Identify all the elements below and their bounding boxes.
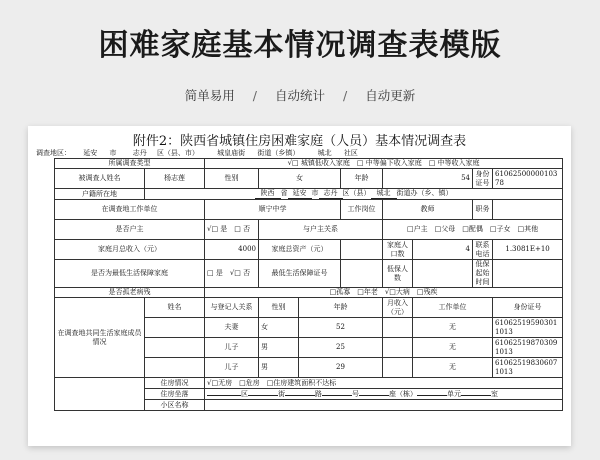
table-row — [55, 189, 563, 200]
table-row — [55, 240, 563, 260]
table-row — [55, 260, 563, 288]
address-district: 区 — [241, 389, 248, 398]
phone-label: 联系电话 — [473, 240, 493, 260]
household-options[interactable]: √□ 是 □ 否 — [205, 220, 259, 240]
hukou-province-unit: 省 — [280, 189, 288, 197]
region-city-unit: 市 — [109, 149, 117, 157]
member-income[interactable] — [383, 358, 413, 378]
housing-options[interactable]: √□无房 □危房 □住房建筑面积不达标 — [205, 378, 563, 389]
income-label: 家庭月总收入（元） — [55, 240, 205, 260]
table-row — [55, 378, 563, 389]
members-header-income: 月收入（元） — [383, 298, 413, 318]
member-age[interactable]: 52 — [299, 318, 383, 338]
dibao-options[interactable]: □ 是 √□ 否 — [205, 260, 259, 288]
gender-value[interactable]: 女 — [259, 169, 341, 189]
dibao-start-value[interactable] — [493, 260, 563, 288]
member-gender[interactable]: 男 — [259, 338, 299, 358]
duty-label: 职务 — [473, 200, 493, 220]
hukou-street-unit: 街道办（乡、镇） — [396, 189, 453, 197]
member-relation[interactable]: 夫妻 — [205, 318, 259, 338]
member-relation[interactable]: 儿子 — [205, 358, 259, 378]
member-id[interactable]: 610625195903011013 — [493, 318, 563, 338]
member-workplace[interactable]: 无 — [413, 338, 493, 358]
table-row — [55, 220, 563, 240]
id-value[interactable]: 6106250000010378 — [493, 169, 563, 189]
population-value[interactable]: 4 — [413, 240, 473, 260]
post-label: 工作岗位 — [341, 200, 383, 220]
region-street-unit: 街道（乡镇） — [257, 149, 300, 157]
region-county-unit: 区（县、市） — [156, 149, 199, 157]
table-row — [55, 298, 563, 318]
dibao-amount-label: 低保人数 — [383, 260, 413, 288]
dibao-cert-value[interactable] — [341, 260, 383, 288]
duty-value[interactable] — [493, 200, 563, 220]
population-label: 家庭人口数 — [383, 240, 413, 260]
community-value[interactable] — [205, 400, 563, 411]
relation-options[interactable]: □户主 □父母 □配偶 □子女 □其他 — [383, 220, 563, 240]
members-header-id: 身份证号 — [493, 298, 563, 318]
dibao-cert-label: 最低生活保障证号 — [259, 260, 341, 288]
member-gender[interactable]: 男 — [259, 358, 299, 378]
region-community-unit: 社区 — [343, 149, 358, 157]
respondent-label: 被调查人姓名 — [55, 169, 145, 189]
member-relation[interactable]: 儿子 — [205, 338, 259, 358]
members-label: 在调查地共同生活家庭成员情况 — [55, 298, 145, 378]
address-value[interactable] — [205, 389, 563, 400]
member-id[interactable]: 610625198306071013 — [493, 358, 563, 378]
form-sheet — [28, 126, 571, 446]
hukou-county-unit: 区（县） — [342, 189, 371, 197]
tag-auto-stats: 自动统计 — [274, 88, 325, 103]
community-label: 小区名称 — [145, 400, 205, 411]
table-row — [55, 200, 563, 220]
phone-value[interactable]: 1.3081E+10 — [493, 240, 563, 260]
address-room: 室 — [491, 389, 498, 398]
tag-auto-update: 自动更新 — [365, 88, 416, 103]
hukou-county: 志丹 — [319, 189, 343, 199]
housing-label: 住房情况 — [145, 378, 205, 389]
members-header-age: 年龄 — [299, 298, 383, 318]
member-workplace[interactable]: 无 — [413, 358, 493, 378]
member-name[interactable] — [145, 338, 205, 358]
respondent-name[interactable]: 杨志莲 — [145, 169, 205, 189]
id-label: 身份证号 — [473, 169, 493, 189]
region-city: 延安 — [73, 148, 107, 159]
hukou-value[interactable] — [145, 189, 563, 200]
income-value[interactable]: 4000 — [205, 240, 259, 260]
member-gender[interactable]: 女 — [259, 318, 299, 338]
address-label: 住房坐落 — [145, 389, 205, 400]
dibao-label: 是否为最低生活保障家庭 — [55, 260, 205, 288]
region-label: 调查地区： — [36, 149, 71, 157]
tag-separator: / — [252, 88, 257, 103]
hukou-street: 城北 — [371, 189, 397, 199]
workplace-value[interactable]: 顺宁中学 — [205, 200, 341, 220]
assets-label: 家庭总资产（元） — [259, 240, 341, 260]
address-street: 街 — [278, 389, 285, 398]
address-road: 路 — [315, 389, 322, 398]
table-row — [55, 159, 563, 169]
hukou-label: 户籍所在地 — [55, 189, 145, 200]
elderly-label: 是否孤老病残 — [55, 288, 205, 298]
age-label: 年龄 — [341, 169, 383, 189]
dibao-start-label: 低保起始时间 — [473, 260, 493, 288]
members-header-workplace: 工作单位 — [413, 298, 493, 318]
category-label: 所属调查类型 — [55, 159, 205, 169]
feature-tags — [0, 86, 600, 104]
member-name[interactable] — [145, 318, 205, 338]
elderly-options[interactable]: □孤寡 □年老 √□大病 □残疾 — [205, 288, 563, 298]
members-header-relation: 与登记人关系 — [205, 298, 259, 318]
assets-value[interactable] — [341, 240, 383, 260]
doc-title: 附件2：陕西省城镇住房困难家庭（人员）基本情况调查表 — [132, 134, 467, 149]
member-age[interactable]: 29 — [299, 358, 383, 378]
member-age[interactable]: 25 — [299, 338, 383, 358]
member-workplace[interactable]: 无 — [413, 318, 493, 338]
member-income[interactable] — [383, 318, 413, 338]
household-label: 是否户主 — [55, 220, 205, 240]
hukou-city-unit: 市 — [311, 189, 319, 197]
workplace-label: 在调查地工作单位 — [55, 200, 205, 220]
region-street: 城皇庙街 — [207, 148, 255, 159]
region-community: 城北 — [308, 148, 342, 159]
age-value[interactable]: 54 — [383, 169, 473, 189]
region-county: 志丹 — [125, 148, 155, 159]
table-row — [55, 169, 563, 189]
category-options[interactable]: √□ 城镇低收入家庭 □ 中等偏下收入家庭 □ 中等收入家庭 — [205, 159, 563, 169]
address-unit: 单元 — [447, 389, 461, 398]
dibao-amount-value[interactable] — [413, 260, 473, 288]
members-header-gender: 性别 — [259, 298, 299, 318]
survey-table — [54, 158, 563, 411]
member-income[interactable] — [383, 338, 413, 358]
tag-separator: / — [343, 88, 348, 103]
tag-easy: 简单易用 — [184, 88, 235, 103]
relation-label: 与户主关系 — [259, 220, 383, 240]
table-row — [55, 288, 563, 298]
banner-title: 困难家庭基本情况调查表模版 — [98, 28, 502, 63]
address-number: 号 — [352, 389, 359, 398]
member-name[interactable] — [145, 358, 205, 378]
post-value[interactable]: 教师 — [383, 200, 473, 220]
members-header-name: 姓名 — [145, 298, 205, 318]
hukou-city: 延安 — [288, 189, 312, 199]
address-building: 座（栋） — [389, 389, 417, 398]
member-id[interactable]: 610625198703091013 — [493, 338, 563, 358]
hukou-province: 陕西 — [255, 189, 281, 199]
gender-label: 性别 — [205, 169, 259, 189]
